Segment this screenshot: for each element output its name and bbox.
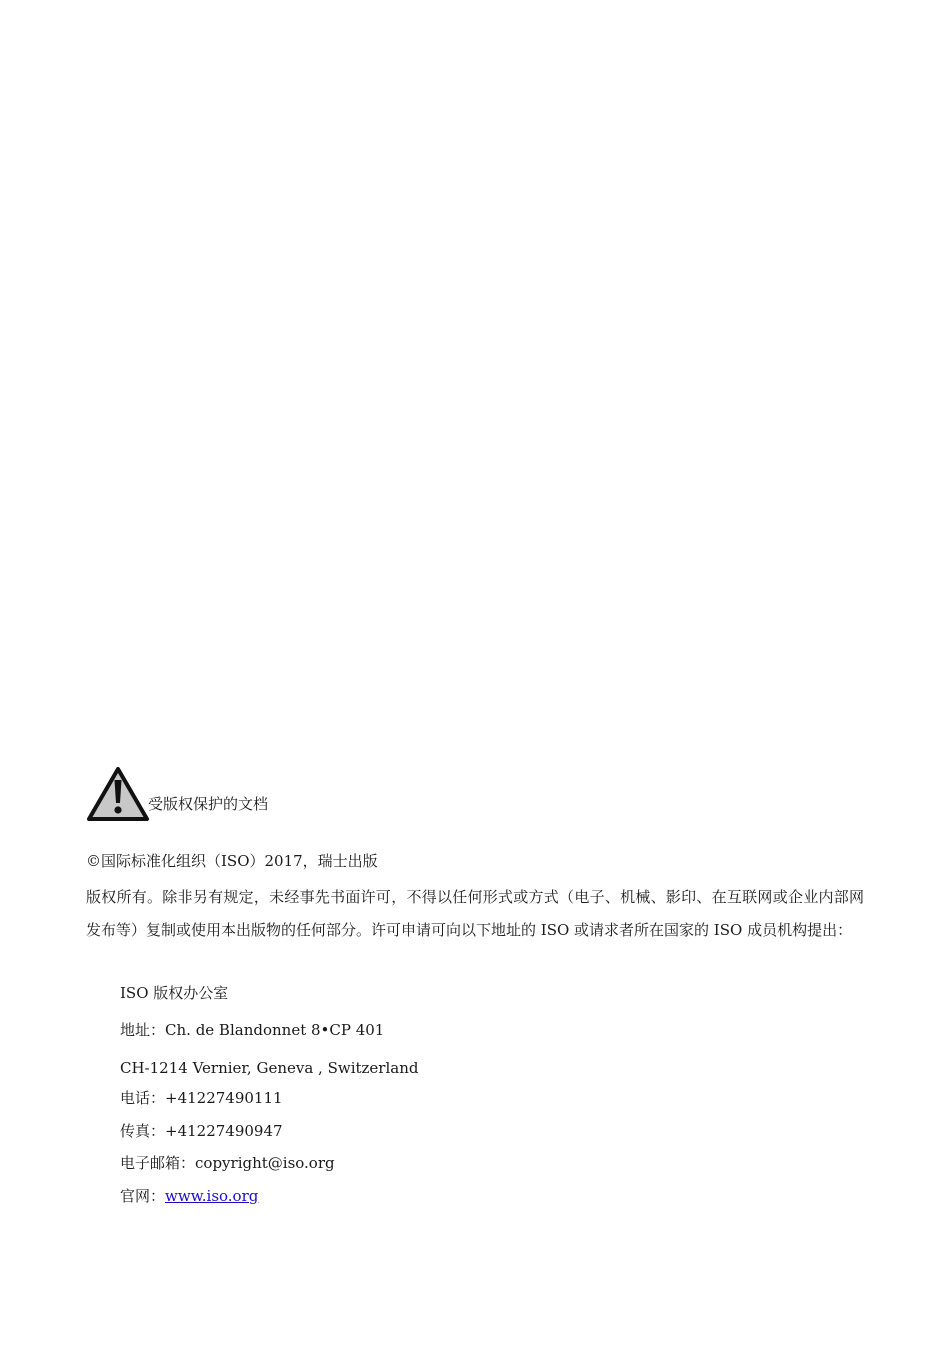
fax-line <box>120 1120 283 1142</box>
copyright-notice <box>86 764 268 822</box>
copyright-line: ©国际标准化组织（ISO）2017，瑞士出版 <box>86 852 378 870</box>
address-line-1 <box>120 1019 384 1041</box>
fax-label: 传真： <box>120 1122 166 1140</box>
phone-label: 电话： <box>120 1089 166 1107</box>
email-label: 电子邮箱： <box>120 1154 196 1172</box>
phone-value: +41227490111 <box>165 1089 283 1107</box>
fax-value: +41227490947 <box>165 1122 283 1140</box>
warning-triangle-icon <box>86 766 150 822</box>
address-value: Ch. de Blandonnet 8•CP 401 <box>165 1021 385 1039</box>
website-link[interactable]: www.iso.org <box>165 1187 259 1205</box>
website-line <box>120 1185 258 1207</box>
address-line-2: CH-1214 Vernier, Geneva , Switzerland <box>120 1059 419 1077</box>
office-name: ISO 版权办公室 <box>120 984 229 1002</box>
website-label: 官网： <box>120 1187 166 1205</box>
rights-paragraph: 版权所有。除非另有规定，未经事先书面许可，不得以任何形式或方式（电子、机械、影印、在互联网或企业内部网发布等）复制或使用本出版物的任何部分。许可申请可向以下地址的 ISO 或请求者所在国家的 ISO 成员机构提出： <box>86 888 864 939</box>
address-label: 地址： <box>120 1021 166 1039</box>
email-line <box>120 1152 335 1174</box>
phone-line <box>120 1087 283 1109</box>
email-value: copyright@iso.org <box>195 1154 335 1172</box>
notice-text: 受版权保护的文档 <box>148 795 269 813</box>
